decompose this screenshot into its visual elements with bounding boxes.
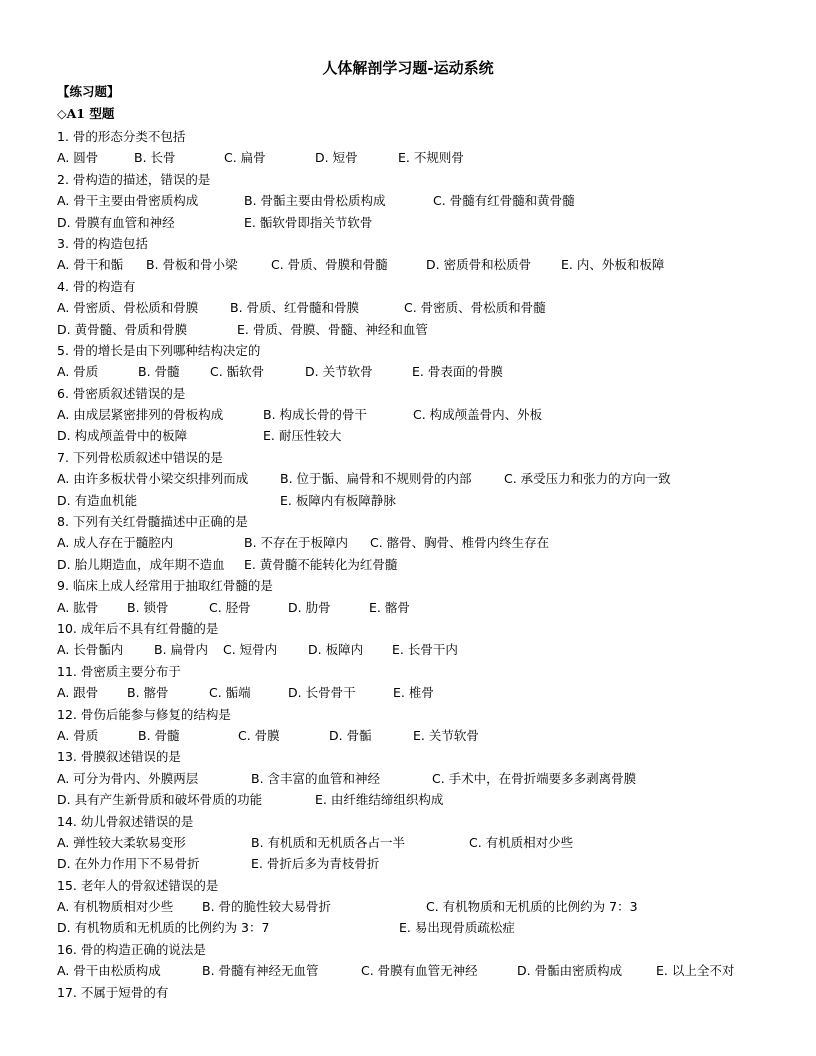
answer-option: B. 骨的脆性较大易骨折 <box>202 899 332 915</box>
answer-option: C. 骨膜 <box>238 727 280 743</box>
answer-option: D. 关节软骨 <box>305 364 373 380</box>
option-row <box>57 319 797 340</box>
answer-option: B. 位于骺、扁骨和不规则骨的内部 <box>280 471 472 487</box>
answer-option: B. 骨髓 <box>138 364 180 380</box>
answer-option: A. 成人存在于髓腔内 <box>57 535 174 551</box>
answer-option: D. 骨骺 <box>329 727 372 743</box>
question-stem: 5. 骨的增长是由下列哪种结构决定的 <box>57 342 261 358</box>
answer-option: E. 骺软骨即指关节软骨 <box>244 214 373 230</box>
answer-option: D. 黄骨髓、骨质和骨膜 <box>57 321 188 337</box>
option-row <box>57 147 797 168</box>
answer-option: D. 长骨骨干 <box>288 685 356 701</box>
section-header: 【练习题】 <box>57 84 120 99</box>
answer-option: D. 板障内 <box>308 642 364 658</box>
option-row <box>57 468 797 489</box>
question-stem: 16. 骨的构造正确的说法是 <box>57 941 206 957</box>
option-row <box>57 768 797 789</box>
answer-option: E. 板障内有板障静脉 <box>280 492 396 508</box>
option-row <box>57 190 797 211</box>
option-row <box>57 789 797 810</box>
option-row <box>57 297 797 318</box>
answer-option: C. 有机物质和无机质的比例约为 7：3 <box>426 899 638 915</box>
question-stem: 4. 骨的构造有 <box>57 278 136 294</box>
answer-option: C. 骺软骨 <box>210 364 265 380</box>
answer-option: A. 骨干主要由骨密质构成 <box>57 193 199 209</box>
answer-option: C. 骨质、骨膜和骨髓 <box>271 257 388 273</box>
answer-option: A. 骨质 <box>57 727 99 743</box>
answer-option: E. 椎骨 <box>393 685 434 701</box>
answer-option: D. 骨骺由密质构成 <box>517 963 623 979</box>
option-row <box>57 212 797 233</box>
answer-option: B. 髂骨 <box>127 685 169 701</box>
answer-option: E. 内、外板和板障 <box>561 257 665 273</box>
answer-option: E. 耐压性较大 <box>263 428 342 444</box>
option-row <box>57 725 797 746</box>
answer-option: C. 有机质相对少些 <box>469 834 574 850</box>
answer-option: E. 易出现骨质疏松症 <box>399 920 515 936</box>
option-row <box>57 361 797 382</box>
answer-option: A. 由成层紧密排列的骨板构成 <box>57 407 224 423</box>
answer-option: C. 扁骨 <box>224 150 266 166</box>
document-title: 人体解剖学习题-运动系统 <box>322 59 494 77</box>
question-stem: 17. 不属于短骨的有 <box>57 984 169 1000</box>
option-row <box>57 490 797 511</box>
option-row <box>57 853 797 874</box>
answer-option: A. 由许多板状骨小梁交织排列而成 <box>57 471 249 487</box>
option-row <box>57 425 797 446</box>
answer-option: D. 具有产生新骨质和破坏骨质的功能 <box>57 792 263 808</box>
option-row <box>57 639 797 660</box>
answer-option: E. 长骨干内 <box>392 642 458 658</box>
answer-option: C. 手术中，在骨折端要多多剥离骨膜 <box>432 770 637 786</box>
question-stem: 9. 临床上成人经常用于抽取红骨髓的是 <box>57 578 273 594</box>
answer-option: B. 扁骨内 <box>154 642 209 658</box>
option-row <box>57 597 797 618</box>
answer-option: C. 胫骨 <box>209 599 251 615</box>
question-stem: 7. 下列骨松质叙述中错误的是 <box>57 449 223 465</box>
question-stem: 2. 骨构造的描述，错误的是 <box>57 171 211 187</box>
answer-option: A. 骨密质、骨松质和骨膜 <box>57 300 199 316</box>
answer-option: D. 有机物质和无机质的比例约为 3：7 <box>57 920 270 936</box>
question-stem: 11. 骨密质主要分布于 <box>57 663 181 679</box>
answer-option: C. 短骨内 <box>223 642 278 658</box>
question-stem: 1. 骨的形态分类不包括 <box>57 129 186 144</box>
answer-option: A. 有机物质相对少些 <box>57 899 174 915</box>
answer-option: C. 骨髓有红骨髓和黄骨髓 <box>433 193 575 209</box>
answer-option: B. 骨板和骨小梁 <box>146 257 238 273</box>
answer-option: C. 骨密质、骨松质和骨髓 <box>404 300 546 316</box>
answer-option: C. 承受压力和张力的方向一致 <box>504 471 671 487</box>
answer-option: D. 有造血机能 <box>57 492 138 508</box>
answer-option: B. 构成长骨的骨干 <box>263 407 368 423</box>
question-stem: 12. 骨伤后能参与修复的结构是 <box>57 706 231 722</box>
answer-option: E. 髂骨 <box>369 599 410 615</box>
question-stem: 13. 骨膜叙述错误的是 <box>57 749 181 765</box>
option-row <box>57 832 797 853</box>
answer-option: C. 骺端 <box>209 685 251 701</box>
option-row <box>57 404 797 425</box>
answer-option: E. 骨质、骨膜、骨髓、神经和血管 <box>237 321 428 337</box>
answer-option: B. 骨髓有神经无血管 <box>202 963 319 979</box>
answer-option: E. 关节软骨 <box>413 727 479 743</box>
answer-option: D. 在外力作用下不易骨折 <box>57 856 200 872</box>
question-stem: 6. 骨密质叙述错误的是 <box>57 385 186 401</box>
option-row <box>57 532 797 553</box>
answer-option: A. 可分为骨内、外膜两层 <box>57 770 199 786</box>
option-row <box>57 896 797 917</box>
question-type-header: ◇A1 型题 <box>57 106 115 121</box>
answer-option: B. 骨髓 <box>138 727 180 743</box>
answer-option: B. 长骨 <box>134 150 176 166</box>
answer-option: A. 骨质 <box>57 364 99 380</box>
answer-option: E. 不规则骨 <box>398 150 464 166</box>
answer-option: A. 圆骨 <box>57 150 99 166</box>
answer-option: D. 胎儿期造血，成年期不造血 <box>57 556 225 572</box>
answer-option: B. 骨骺主要由骨松质构成 <box>244 193 386 209</box>
answer-option: A. 骨干和骺 <box>57 257 124 273</box>
answer-option: A. 弹性较大柔软易变形 <box>57 834 186 850</box>
answer-option: B. 锁骨 <box>127 599 169 615</box>
answer-option: E. 骨折后多为青枝骨折 <box>251 856 380 872</box>
answer-option: D. 骨膜有血管和神经 <box>57 214 175 230</box>
question-stem: 10. 成年后不具有红骨髓的是 <box>57 620 219 636</box>
question-list <box>57 126 797 1003</box>
answer-option: B. 不存在于板障内 <box>244 535 349 551</box>
question-stem: 8. 下列有关红骨髓描述中正确的是 <box>57 514 248 530</box>
option-row <box>57 682 797 703</box>
answer-option: A. 肱骨 <box>57 599 99 615</box>
answer-option: E. 由纤维结缔组织构成 <box>315 792 444 808</box>
answer-option: D. 短骨 <box>315 150 358 166</box>
option-row <box>57 960 797 981</box>
question-stem: 3. 骨的构造包括 <box>57 235 148 251</box>
answer-option: B. 含丰富的血管和神经 <box>251 770 381 786</box>
answer-option: C. 髂骨、胸骨、椎骨内终生存在 <box>370 535 550 551</box>
option-row <box>57 254 797 275</box>
answer-option: C. 构成颅盖骨内、外板 <box>413 407 543 423</box>
answer-option: E. 黄骨髓不能转化为红骨髓 <box>244 556 398 572</box>
answer-option: D. 密质骨和松质骨 <box>426 257 532 273</box>
answer-option: A. 长骨骺内 <box>57 642 124 658</box>
answer-option: C. 骨膜有血管无神经 <box>361 963 478 979</box>
option-row <box>57 917 797 938</box>
answer-option: D. 构成颅盖骨中的板障 <box>57 428 188 444</box>
answer-option: E. 骨表面的骨膜 <box>412 364 503 380</box>
question-stem: 15. 老年人的骨叙述错误的是 <box>57 877 219 893</box>
answer-option: B. 有机质和无机质各占一半 <box>251 834 406 850</box>
question-stem: 14. 幼儿骨叙述错误的是 <box>57 813 194 829</box>
answer-option: A. 跟骨 <box>57 685 99 701</box>
answer-option: D. 肋骨 <box>288 599 331 615</box>
answer-option: A. 骨干由松质构成 <box>57 963 161 979</box>
answer-option: B. 骨质、红骨髓和骨膜 <box>230 300 360 316</box>
option-row <box>57 554 797 575</box>
answer-option: E. 以上全不对 <box>656 963 735 979</box>
